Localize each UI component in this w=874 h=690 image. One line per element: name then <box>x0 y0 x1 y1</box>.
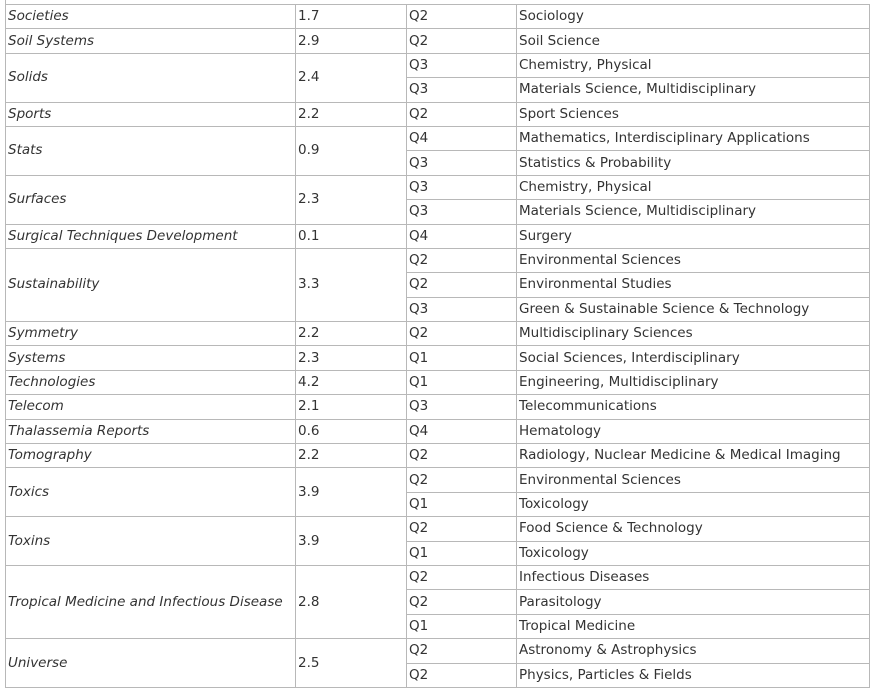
journal-table-body <box>6 5 870 688</box>
journal-name-cell: Societies <box>6 5 296 29</box>
journal-name-cell: Sports <box>6 102 296 126</box>
table-row <box>6 102 870 126</box>
journal-name-cell: Systems <box>6 346 296 370</box>
category-cell: Materials Science, Multidisciplinary <box>517 78 870 102</box>
quartile-cell: Q2 <box>407 273 517 297</box>
quartile-cell: Q3 <box>407 395 517 419</box>
table-row <box>6 126 870 150</box>
category-cell: Hematology <box>517 419 870 443</box>
category-cell: Sociology <box>517 5 870 29</box>
quartile-cell: Q3 <box>407 297 517 321</box>
category-cell: Food Science & Technology <box>517 517 870 541</box>
quartile-cell: Q2 <box>407 5 517 29</box>
table-row <box>6 395 870 419</box>
impact-factor-cell: 2.2 <box>296 444 407 468</box>
impact-factor-cell: 4.2 <box>296 370 407 394</box>
journal-name-cell: Solids <box>6 53 296 102</box>
impact-factor-cell: 0.6 <box>296 419 407 443</box>
quartile-cell: Q3 <box>407 78 517 102</box>
category-cell: Statistics & Probability <box>517 151 870 175</box>
category-cell: Telecommunications <box>517 395 870 419</box>
quartile-cell: Q3 <box>407 53 517 77</box>
quartile-cell: Q1 <box>407 370 517 394</box>
category-cell: Tropical Medicine <box>517 614 870 638</box>
journal-name-cell: Technologies <box>6 370 296 394</box>
quartile-cell: Q3 <box>407 200 517 224</box>
quartile-cell: Q2 <box>407 517 517 541</box>
category-cell: Environmental Sciences <box>517 248 870 272</box>
category-cell: Chemistry, Physical <box>517 175 870 199</box>
table-row <box>6 322 870 346</box>
category-cell: Surgery <box>517 224 870 248</box>
category-cell: Materials Science, Multidisciplinary <box>517 200 870 224</box>
journal-name-cell: Soil Systems <box>6 29 296 53</box>
table-row <box>6 224 870 248</box>
journal-name-cell: Thalassemia Reports <box>6 419 296 443</box>
category-cell: Environmental Sciences <box>517 468 870 492</box>
impact-factor-cell: 3.9 <box>296 517 407 566</box>
quartile-cell: Q2 <box>407 444 517 468</box>
journal-name-cell: Toxics <box>6 468 296 517</box>
category-cell: Sport Sciences <box>517 102 870 126</box>
table-row <box>6 517 870 541</box>
impact-factor-cell: 1.7 <box>296 5 407 29</box>
quartile-cell: Q3 <box>407 175 517 199</box>
journal-name-cell: Toxins <box>6 517 296 566</box>
quartile-cell: Q1 <box>407 541 517 565</box>
quartile-cell: Q2 <box>407 639 517 663</box>
quartile-cell: Q2 <box>407 663 517 687</box>
impact-factor-cell: 2.8 <box>296 565 407 638</box>
category-cell: Toxicology <box>517 492 870 516</box>
impact-factor-cell: 2.1 <box>296 395 407 419</box>
journal-table <box>5 4 870 688</box>
impact-factor-cell: 2.4 <box>296 53 407 102</box>
quartile-cell: Q2 <box>407 248 517 272</box>
quartile-cell: Q2 <box>407 102 517 126</box>
category-cell: Soil Science <box>517 29 870 53</box>
table-row <box>6 53 870 77</box>
impact-factor-cell: 2.2 <box>296 102 407 126</box>
table-row <box>6 346 870 370</box>
category-cell: Parasitology <box>517 590 870 614</box>
quartile-cell: Q2 <box>407 322 517 346</box>
quartile-cell: Q1 <box>407 614 517 638</box>
journal-name-cell: Symmetry <box>6 322 296 346</box>
journal-name-cell: Surgical Techniques Development <box>6 224 296 248</box>
impact-factor-cell: 2.3 <box>296 346 407 370</box>
journal-name-cell: Tomography <box>6 444 296 468</box>
quartile-cell: Q4 <box>407 126 517 150</box>
category-cell: Mathematics, Interdisciplinary Applications <box>517 126 870 150</box>
category-cell: Environmental Studies <box>517 273 870 297</box>
category-cell: Toxicology <box>517 541 870 565</box>
impact-factor-cell: 0.9 <box>296 126 407 175</box>
category-cell: Green & Sustainable Science & Technology <box>517 297 870 321</box>
table-row <box>6 444 870 468</box>
journal-name-cell: Stats <box>6 126 296 175</box>
category-cell: Astronomy & Astrophysics <box>517 639 870 663</box>
quartile-cell: Q1 <box>407 492 517 516</box>
table-row <box>6 370 870 394</box>
quartile-cell: Q1 <box>407 346 517 370</box>
table-row <box>6 639 870 663</box>
journal-name-cell: Tropical Medicine and Infectious Disease <box>6 565 296 638</box>
category-cell: Physics, Particles & Fields <box>517 663 870 687</box>
impact-factor-cell: 3.9 <box>296 468 407 517</box>
table-row <box>6 5 870 29</box>
table-row <box>6 29 870 53</box>
table-row <box>6 468 870 492</box>
quartile-cell: Q2 <box>407 565 517 589</box>
category-cell: Engineering, Multidisciplinary <box>517 370 870 394</box>
category-cell: Multidisciplinary Sciences <box>517 322 870 346</box>
table-row <box>6 248 870 272</box>
table-row <box>6 175 870 199</box>
impact-factor-cell: 2.9 <box>296 29 407 53</box>
category-cell: Infectious Diseases <box>517 565 870 589</box>
quartile-cell: Q4 <box>407 419 517 443</box>
impact-factor-cell: 3.3 <box>296 248 407 321</box>
journal-name-cell: Universe <box>6 639 296 688</box>
impact-factor-cell: 2.2 <box>296 322 407 346</box>
quartile-cell: Q3 <box>407 151 517 175</box>
journal-name-cell: Telecom <box>6 395 296 419</box>
quartile-cell: Q2 <box>407 590 517 614</box>
impact-factor-cell: 2.3 <box>296 175 407 224</box>
table-row <box>6 565 870 589</box>
table-row <box>6 419 870 443</box>
category-cell: Social Sciences, Interdisciplinary <box>517 346 870 370</box>
quartile-cell: Q2 <box>407 468 517 492</box>
quartile-cell: Q4 <box>407 224 517 248</box>
quartile-cell: Q2 <box>407 29 517 53</box>
journal-name-cell: Surfaces <box>6 175 296 224</box>
journal-name-cell: Sustainability <box>6 248 296 321</box>
category-cell: Radiology, Nuclear Medicine & Medical Imaging <box>517 444 870 468</box>
impact-factor-cell: 0.1 <box>296 224 407 248</box>
impact-factor-cell: 2.5 <box>296 639 407 688</box>
category-cell: Chemistry, Physical <box>517 53 870 77</box>
